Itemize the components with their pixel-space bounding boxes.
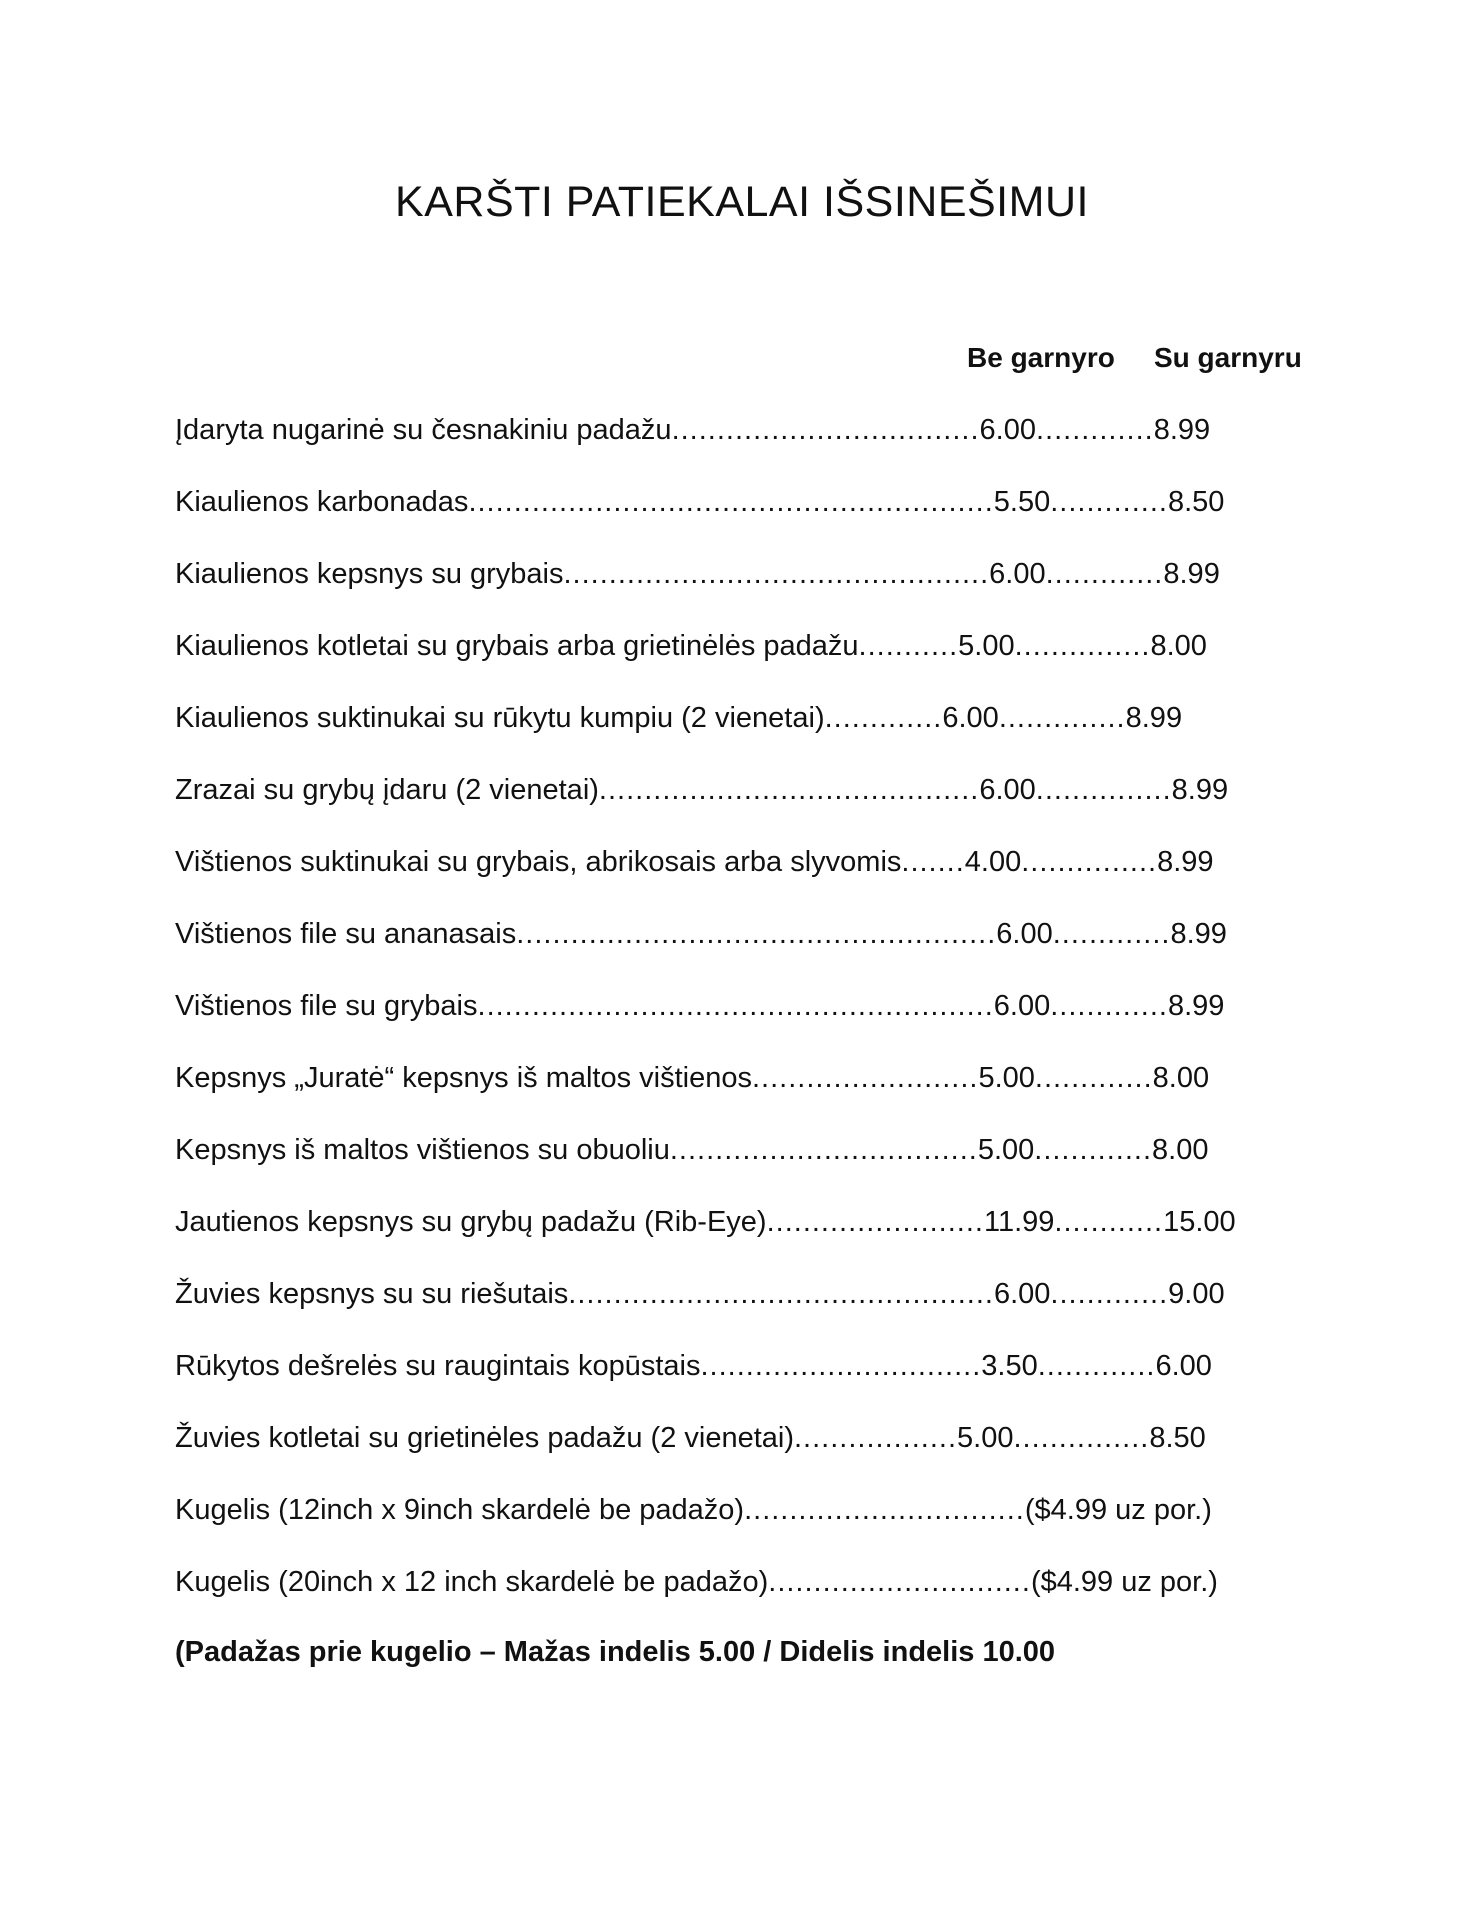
leader-dots: ............................... <box>700 1350 982 1382</box>
dish-name: Rūkytos dešrelės su raugintais kopūstais <box>175 1350 701 1382</box>
leader-dots: ......................................................... <box>477 990 994 1022</box>
column-header-without-side: Be garnyro <box>967 342 1115 373</box>
price-without-side: 6.00 <box>993 990 1051 1022</box>
dish-name: Zrazai su grybų įdaru (2 vienetai) <box>175 774 599 806</box>
sauce-footnote: (Padažas prie kugelio – Mažas indelis 5.00 / Didelis indelis 10.00 <box>175 1636 1056 1668</box>
dish-name: Kiaulienos suktinukai su rūkytu kumpiu (2 vienetai) <box>175 702 825 734</box>
dish-name: Žuvies kotletai su grietinėles padažu (2 vienetai) <box>175 1422 794 1454</box>
dish-name: Žuvies kepsnys su su riešutais <box>175 1278 569 1310</box>
menu-item <box>175 482 1305 554</box>
menu-item <box>175 1058 1305 1130</box>
price-column-headers <box>0 342 1484 382</box>
leader-dots: ............. <box>1045 558 1164 590</box>
price-without-side: 6.00 <box>979 774 1036 806</box>
price-with-side: 15.00 <box>1163 1206 1236 1238</box>
menu-item <box>175 914 1305 986</box>
price-with-side: ($4.99 uz por.) <box>1030 1566 1218 1598</box>
price-with-side: 8.99 <box>1125 702 1183 734</box>
leader-dots: .................................. <box>669 1134 978 1166</box>
price-with-side: 8.99 <box>1167 990 1225 1022</box>
price-with-side: 8.50 <box>1149 1422 1206 1454</box>
menu-list <box>175 410 1305 1634</box>
leader-dots: ............. <box>1050 990 1168 1022</box>
price-without-side: 3.50 <box>981 1350 1038 1382</box>
leader-dots: ..................................................... <box>516 918 997 950</box>
dish-name: Jautienos kepsnys su grybų padažu (Rib-Eye) <box>175 1206 767 1238</box>
leader-dots: .......................................................... <box>468 486 994 518</box>
price-with-side: 8.99 <box>1171 774 1229 806</box>
dish-name: Vištienos file su grybais <box>175 990 478 1022</box>
leader-dots: ............. <box>824 702 943 734</box>
leader-dots: ........................ <box>766 1206 984 1238</box>
price-without-side: 5.00 <box>978 1062 1035 1094</box>
menu-item <box>175 1418 1305 1490</box>
dish-name: Kugelis (12inch x 9inch skardelė be padažo) <box>175 1494 745 1526</box>
price-without-side: 6.00 <box>979 414 1036 446</box>
leader-dots: ............. <box>1034 1134 1153 1166</box>
leader-dots: .................................. <box>671 414 980 446</box>
leader-dots: ............................... <box>744 1494 1025 1526</box>
dish-name: Kugelis (20inch x 12 inch skardelė be padažo) <box>175 1566 769 1598</box>
menu-item <box>175 1490 1305 1562</box>
price-with-side: 8.00 <box>1152 1062 1210 1094</box>
leader-dots: .......................................... <box>598 774 980 806</box>
leader-dots: ............. <box>1034 1062 1153 1094</box>
leader-dots: ............................................... <box>563 558 990 590</box>
price-without-side: 4.00 <box>964 846 1022 878</box>
price-without-side: 5.00 <box>958 630 1015 662</box>
price-with-side: 8.00 <box>1150 630 1207 662</box>
dish-name: Vištienos file su ananasais <box>175 918 517 950</box>
menu-item <box>175 842 1305 914</box>
dish-name: Kepsnys „Juratė“ kepsnys iš maltos vištienos <box>175 1062 752 1094</box>
price-without-side: 6.00 <box>942 702 999 734</box>
leader-dots: ............... <box>1014 630 1151 662</box>
dish-name: Kiaulienos karbonadas <box>175 486 469 518</box>
leader-dots: ............ <box>1054 1206 1164 1238</box>
price-with-side: 8.99 <box>1153 414 1211 446</box>
menu-item <box>175 986 1305 1058</box>
leader-dots: ............. <box>1037 1350 1156 1382</box>
price-with-side: 8.99 <box>1157 846 1214 878</box>
leader-dots: ............................................... <box>568 1278 994 1310</box>
leader-dots: ............... <box>1021 846 1158 878</box>
leader-dots: ............... <box>1035 774 1172 806</box>
menu-item <box>175 1562 1305 1634</box>
leader-dots: .............. <box>998 702 1126 734</box>
leader-dots: ......................... <box>752 1062 979 1094</box>
dish-name: Kiaulienos kepsnys su grybais <box>175 558 564 590</box>
menu-item <box>175 770 1305 842</box>
leader-dots: .................. <box>794 1422 958 1454</box>
leader-dots: ............. <box>1035 414 1154 446</box>
price-with-side: 9.00 <box>1168 1278 1225 1310</box>
price-without-side: 6.00 <box>993 1278 1051 1310</box>
menu-item <box>175 1274 1305 1346</box>
price-without-side: 6.00 <box>989 558 1046 590</box>
leader-dots: ............. <box>1050 1278 1169 1310</box>
price-without-side: 5.00 <box>957 1422 1014 1454</box>
dish-name: Vištienos suktinukai su grybais, abrikosais arba slyvomis <box>175 846 902 878</box>
menu-item <box>175 1346 1305 1418</box>
menu-item <box>175 626 1305 698</box>
leader-dots: ........... <box>858 630 959 662</box>
menu-item <box>175 410 1305 482</box>
page-title: KARŠTI PATIEKALAI IŠSINEŠIMUI <box>395 178 1089 226</box>
leader-dots: ............... <box>1013 1422 1150 1454</box>
dish-name: Kiaulienos kotletai su grybais arba grietinėlės padažu <box>175 630 859 662</box>
column-header-with-side: Su garnyru <box>1154 342 1302 373</box>
leader-dots: ............. <box>1052 918 1171 950</box>
menu-item <box>175 698 1305 770</box>
leader-dots: ....... <box>901 846 965 878</box>
price-with-side: 8.99 <box>1163 558 1220 590</box>
leader-dots: ............. <box>1050 486 1168 518</box>
price-with-side: 8.99 <box>1170 918 1227 950</box>
price-without-side: 5.50 <box>993 486 1051 518</box>
price-with-side: 8.50 <box>1167 486 1225 518</box>
price-with-side: ($4.99 uz por.) <box>1024 1494 1212 1526</box>
menu-item <box>175 1130 1305 1202</box>
price-without-side: 11.99 <box>983 1206 1055 1238</box>
leader-dots: ............................. <box>768 1566 1031 1598</box>
dish-name: Įdaryta nugarinė su česnakiniu padažu <box>175 414 672 446</box>
price-with-side: 6.00 <box>1155 1350 1212 1382</box>
price-without-side: 6.00 <box>996 918 1053 950</box>
price-without-side: 5.00 <box>977 1134 1035 1166</box>
menu-item <box>175 554 1305 626</box>
menu-item <box>175 1202 1305 1274</box>
dish-name: Kepsnys iš maltos vištienos su obuoliu <box>175 1134 670 1166</box>
price-with-side: 8.00 <box>1152 1134 1209 1166</box>
